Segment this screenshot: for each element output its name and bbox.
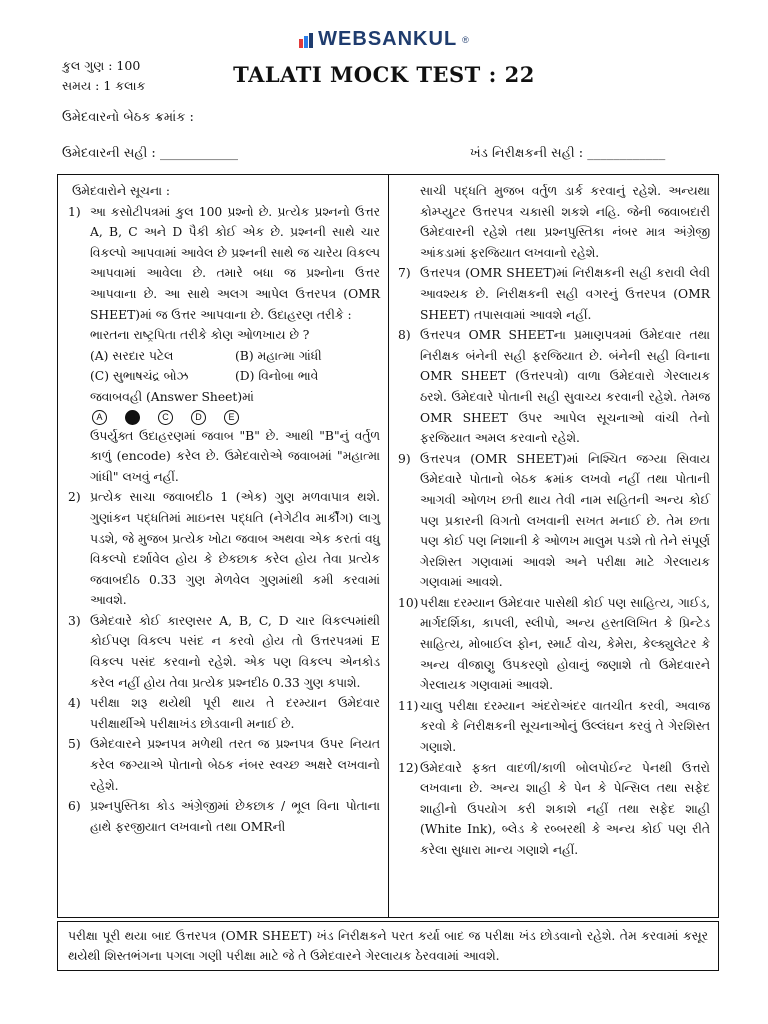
instruction-number: 1) [68,204,81,219]
seat-number-label: ઉમેદવારનો બેઠક ક્રમાંક : [62,110,194,125]
instruction-number: 6) [68,799,81,814]
instruction-text: આ કસોટીપત્રમાં કુલ 100 પ્રશ્નો છે. પ્રત્યેક પ્રશ્નનો ઉત્તર A, B, C અને D પૈકી કોઈ એક છે. પ્રશ્નની સાથે ચાર વિકલ્પો આપવામાં આવેલ છે પ્રશ્નની સાથે જ ચારેય વિકલ્પ આપવામાં આવેલા છે. તમારે બધા જ પ્રશ્નોના ઉત્તર આપવાના છે. આ સાથે અલગ આપેલ ઉત્તરપત્ર (OMR SHEET)માં જ ઉત્તર આપવાના છે. ઉદાહરણ તરીકે : [90,204,380,322]
instruction-item [398,449,710,593]
example-options [68,346,380,387]
instruction-number: 12) [398,760,419,775]
invigilator-signature: ખંડ નિરીક્ષકની સહી : ____________ [470,146,666,161]
brand-logo [0,28,768,52]
instruction-item [68,734,380,796]
instruction-text: ઉમેદવારે ફક્ત વાદળી/કાળી બોલપોઈન્ટ પેનથી ઉત્તરો લખવાના છે. અન્ય શાહી કે પેન કે પેન્સિલ તથા સફેદ શાહીનો ઉપયોગ કરી શકાશે નહીં તથા સફેદ શાહી (White Ink), બ્લેડ કે રબ્બરથી કે અન્ય કોઈ પણ રીતે કરેલા સુધારા માન્ય ગણાશે નહીં. [420,760,710,857]
total-marks: કુલ ગુણ : 100 [62,58,141,73]
instructions-left-column [68,181,380,837]
page-title: TALATI MOCK TEST : 22 [233,62,535,87]
omr-bubble-a: A [92,410,107,425]
example-note: ઉપર્યુક્ત ઉદાહરણમાં જવાબ "B" છે. આથી "B"નું વર્તુળ કાળું (encode) કરેલ છે. ઉમેદવારોએ જવાબમાં "મહાત્મા ગાંધી" લખવું નહીં. [90,428,380,484]
instructions-heading: ઉમેદવારોને સૂચના : [72,184,171,198]
instruction-text: પ્રત્યેક સાચા જવાબદીઠ 1 (એક) ગુણ મળવાપાત્ર થશે. ગુણાંકન પદ્ધતિમાં માઇનસ પદ્ધતિ (નેગેટીવ માર્કીંગ) લાગુ પડશે, જે મુજબ પ્રત્યેક ખોટા જવાબ અથવા એક કરતાં વધુ વિકલ્પો દર્શાવેલ હોય કે છેકછાક કરેલ હોય તેવા પ્રત્યેક જવાબદીઠ 0.33 ગુણ મેળવેલ ગુણમાંથી કમી કરવામાં આવશે. [90,490,380,608]
instruction-number: 4) [68,696,81,711]
option-b: (B) મહાત્મા ગાંધી [235,348,322,363]
instruction-item [68,796,380,837]
instruction-item [398,325,710,449]
option-c: (C) સુભાષચંદ્ર બોઝ [90,369,189,384]
instruction-number: 7) [398,266,411,281]
candidate-signature: ઉમેદવારની સહી : ____________ [62,146,238,161]
instruction-text: પરીક્ષા દરમ્યાન ઉમેદવાર પાસેથી કોઈ પણ સાહિત્ય, ગાઈડ, માર્ગદર્શિકા, કાપલી, સ્લીપો, અન્ય હસ્તલિખિત કે પ્રિન્ટેડ સાહિત્ય, મોબાઈલ ફોન, સ્માર્ટ વોચ, કેમેરા, કેલ્ક્યુલેટર કે અન્ય વીજાણુ ઉપકરણો હોવાનું જણાશે તો ઉમેદવારને ગેરલાયક ગણવામાં આવશે. [420,595,710,693]
instruction-number: 5) [68,737,81,752]
duration: સમય : 1 કલાક [62,78,146,93]
omr-bubble-e: E [224,410,239,425]
logo-bars-icon [299,32,313,48]
instruction-text: ઉમેદવારે કોઈ કારણસર A, B, C, D ચાર વિકલ્પમાંથી કોઈપણ વિકલ્પ પસંદ ન કરવો હોય તો ઉત્તરપત્રમાં E વિકલ્પ પસંદ કરવાનો રહેશે. એક પણ વિકલ્પ એનકોડ કરેલ નહીં હોય તેવા પ્રત્યેક પ્રશ્નદીઠ 0.33 ગુણ કપાશે. [90,613,380,690]
omr-bubble-b-filled: B [125,410,140,425]
instruction-item [68,611,380,693]
instruction-number: 11) [398,698,419,713]
column-divider [388,175,389,917]
instruction-item [398,263,710,325]
option-a: (A) સરદાર પટેલ [90,348,174,363]
instruction-item [68,202,380,326]
instruction-text: પ્રશ્નપુસ્તિકા કોડ અંગ્રેજીમાં છેકછાક / ભૂલ વિના પોતાના હાથે ફરજીયાત લખવાનો તથા OMRની [90,799,380,834]
omr-bubble-row [68,410,380,425]
answer-sheet-label: જવાબવહી (Answer Sheet)માં [90,389,254,404]
instruction-number: 9) [398,451,411,466]
instruction-text: ઉત્તરપત્ર (OMR SHEET)માં નિશ્ચિત જગ્યા સિવાય ઉમેદવારે પોતાનો બેઠક ક્રમાંક લખવો નહીં તથા પોતાની આગવી ઓળખ છતી થાય તેવી નામ સહિતની અન્ય કોઈ પણ પ્રકારની વિગતો લખવાની સખત મનાઈ છે. તેમ છતા પણ કોઈ પણ નિશાની કે ઓળખ માલુમ પડશે તો તેને સંપૂર્ણ ગેરશિસ્ત ગણવામાં આવશે અને પરીક્ષા માટે ગેરલાયક ગણવામાં આવશે. [420,451,710,590]
omr-bubble-d: D [191,410,206,425]
instruction-item [68,487,380,611]
brand-name: WEBSANKUL [318,28,458,50]
instruction-text: પરીક્ષા શરૂ થયેથી પૂરી થાય તે દરમ્યાન ઉમેદવાર પરીક્ષાર્થીએ પરીક્ષાખંડ છોડવાની મનાઈ છે. [90,696,380,731]
omr-bubble-c: C [158,410,173,425]
instructions-box [57,174,719,918]
instruction-continuation: સાચી પદ્ધતિ મુજબ વર્તુળ ડાર્ક કરવાનું રહેશે. અન્યથા કોમ્પ્યુટર ઉત્તરપત્ર ચકાસી શકશે નહિ. જેની જવાબદારી ઉમેદવારની રહેશે તથા પ્રશ્નપુસ્તિકા નંબર માત્ર અંગ્રેજી આંકડામાં ફરજિયાત લખવાનો રહેશે. [420,184,710,260]
instruction-text: ચાલુ પરીક્ષા દરમ્યાન અંદરોઅંદર વાતચીત કરવી, અવાજ કરવો કે નિરીક્ષકની સૂચનાઓનું ઉલ્લંઘન કરવું તે ગેરશિસ્ત ગણાશે. [420,698,710,755]
instruction-text: ઉત્તરપત્ર OMR SHEETના પ્રમાણપત્રમાં ઉમેદવાર તથા નિરીક્ષક બંનેની સહી ફરજિયાત છે. બંનેની સહી વિનાના OMR SHEET (ઉત્તરપત્રો) વાળા ઉમેદવારો ગેરલાયક ઠરશે. ઉમેદવારે પોતાની સહી સુવાચ્ય કરવાની રહેશે. તેમજ OMR SHEET ઉપર આપેલ સૂચનાઓ વાંચી તેનો ફરજિયાત અમલ કરવાનો રહેશે. [420,328,710,446]
instruction-number: 2) [68,490,81,505]
instruction-item [398,593,710,696]
instructions-right-column [398,181,710,861]
instruction-item [398,758,710,861]
instruction-item [398,696,710,758]
instruction-number: 8) [398,328,411,343]
instruction-item [68,693,380,734]
instruction-number: 10) [398,595,419,610]
example-question: ભારતના રાષ્ટ્રપિતા તરીકે કોણ ઓળખાય છે ? [90,328,310,343]
footer-note: પરીક્ષા પૂરી થયા બાદ ઉત્તરપત્ર (OMR SHEET) ખંડ નિરીક્ષકને પરત કર્યા બાદ જ પરીક્ષા ખંડ છોડવાનો રહેશે. તેમ કરવામાં કસૂર થયેથી શિસ્તભંગના પગલા ગણી પરીક્ષા માટે જે તે ઉમેદવારને ગેરલાયક ઠેરવવામાં આવશે. [57,921,719,971]
instruction-text: ઉમેદવારને પ્રશ્નપત્ર મળેથી તરત જ પ્રશ્નપત્ર ઉપર નિયત કરેલ જગ્યાએ પોતાનો બેઠક નંબર સ્વચ્છ અક્ષરે લખવાનો રહેશે. [90,737,380,793]
instruction-number: 3) [68,613,81,628]
option-d: (D) વિનોબા ભાવે [235,369,319,384]
registered-mark: ® [462,34,469,45]
instruction-text: ઉત્તરપત્ર (OMR SHEET)માં નિરીક્ષકની સહી કરાવી લેવી આવશ્યક છે. નિરીક્ષકની સહી વગરનું ઉત્તરપત્ર (OMR SHEET) તપાસવામાં આવશે નહીં. [420,266,710,322]
